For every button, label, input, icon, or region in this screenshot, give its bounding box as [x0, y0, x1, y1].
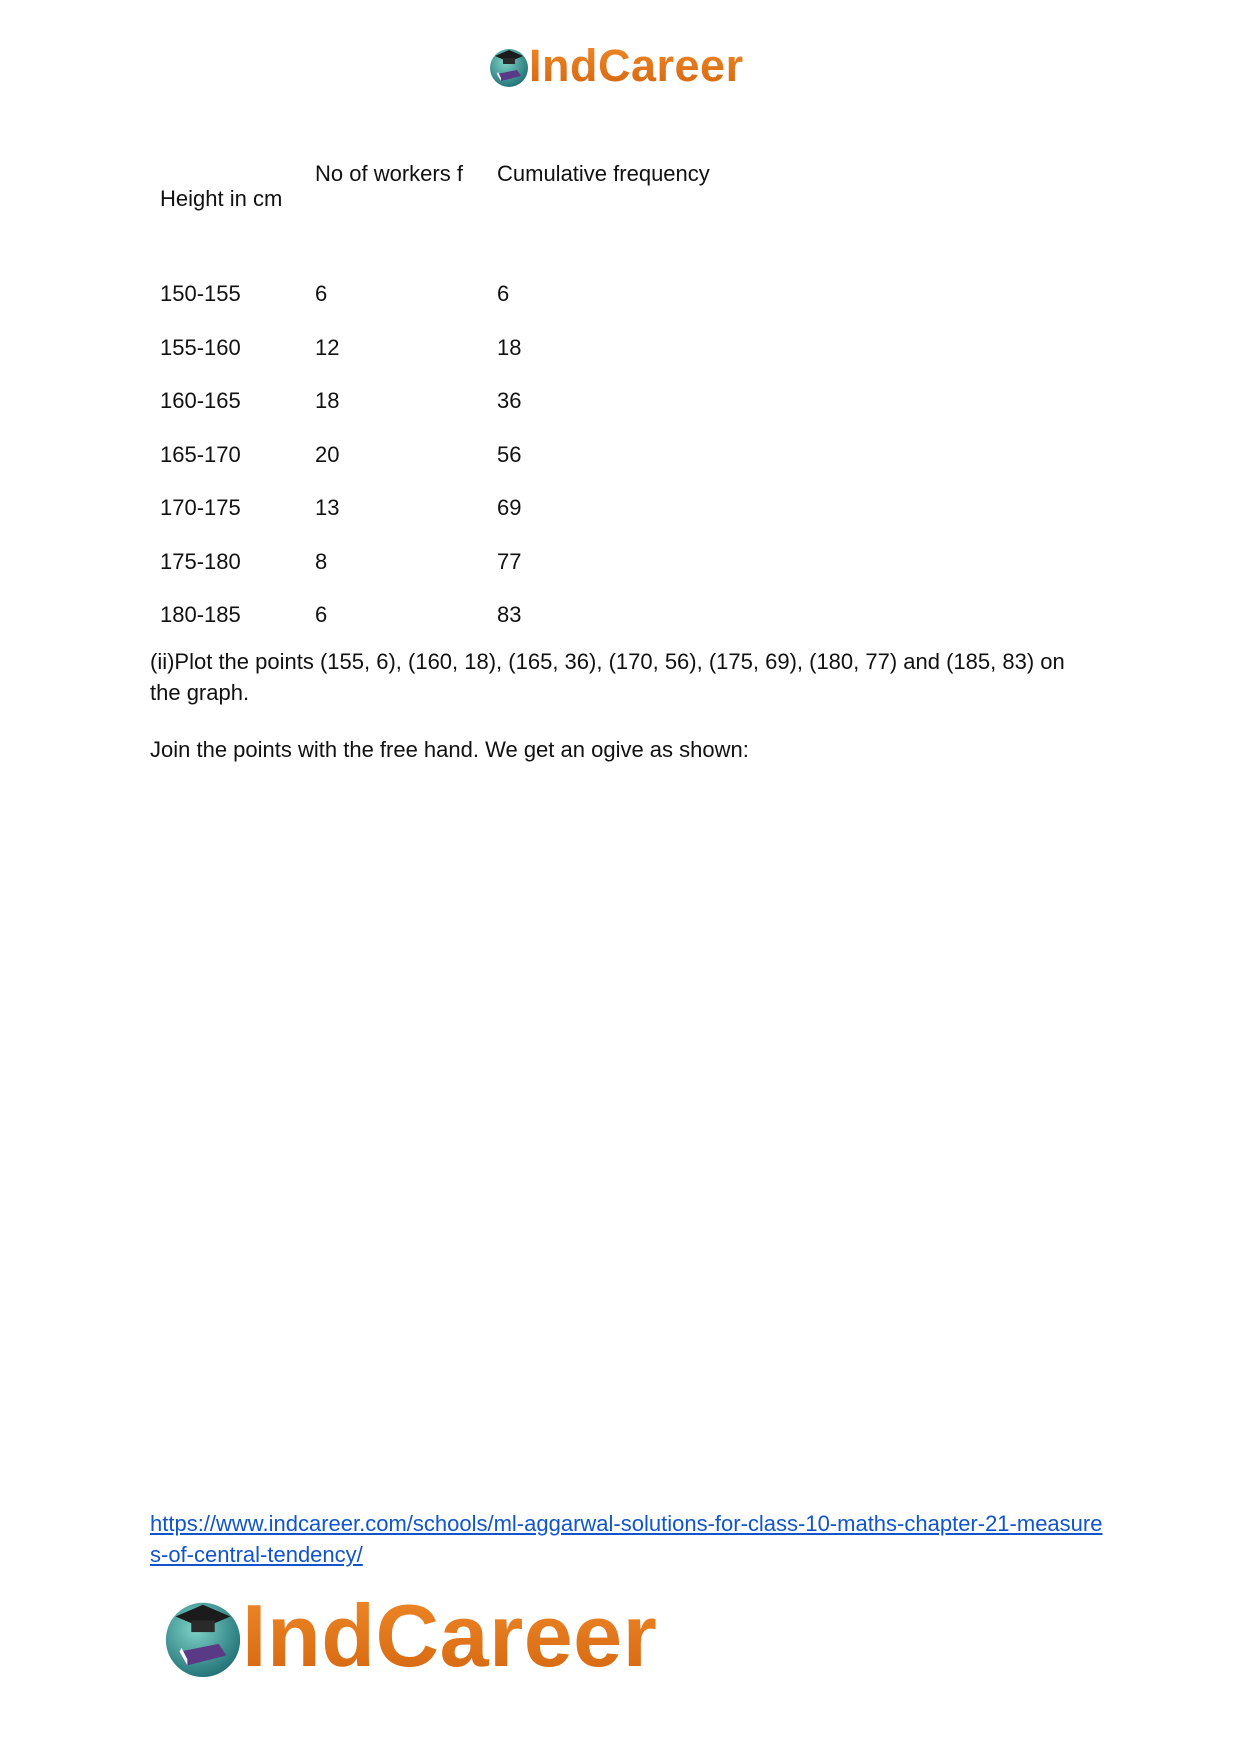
table-cell: 6 [315, 281, 328, 306]
footer-logo [160, 1585, 657, 1687]
table-row [160, 495, 797, 549]
table-cell: 20 [315, 441, 340, 467]
table-cell: 180-185 [160, 602, 241, 627]
table-header-cell: Height in cm [160, 186, 283, 211]
header-logo [487, 40, 744, 92]
table-cell: 175-180 [160, 548, 241, 574]
table-cell: 13 [315, 495, 340, 520]
logo-wordmark: IndCareer [242, 1586, 658, 1685]
table-cell: 150-155 [160, 281, 241, 306]
graduation-book-icon [160, 1593, 246, 1679]
table-cell: 12 [315, 334, 340, 360]
table-cell: 6 [497, 281, 510, 306]
graduation-book-icon [487, 44, 531, 88]
table-cell: 6 [315, 602, 328, 627]
table-cell: 155-160 [160, 334, 241, 360]
table-cell: 160-165 [160, 388, 241, 413]
table-header-row [160, 150, 797, 281]
table-header-cell: No of workers f [315, 161, 463, 186]
table-cell: 165-170 [160, 441, 241, 467]
table-row [160, 335, 797, 389]
table-row [160, 388, 797, 442]
table-cell: 18 [497, 334, 522, 360]
table-row [160, 442, 797, 496]
table-cell: 36 [497, 388, 522, 413]
table-cell: 56 [497, 441, 522, 467]
table-cell: 18 [315, 388, 340, 413]
plot-instruction: (ii)Plot the points (155, 6), (160, 18), (165, 36), (170, 56), (175, 69), (180, 77) and (185, 83) on the graph. [150, 649, 1065, 705]
source-link[interactable]: https://www.indcareer.com/schools/ml-aggarwal-solutions-for-class-10-maths-chapter-21-measures-of-central-tendency/ [150, 1511, 1103, 1567]
table-cell: 77 [497, 548, 522, 574]
table-row [160, 549, 797, 603]
join-instruction: Join the points with the free hand. We get an ogive as shown: [150, 737, 749, 762]
logo-wordmark: IndCareer [529, 40, 744, 91]
table-cell: 170-175 [160, 495, 241, 520]
frequency-table [160, 150, 797, 656]
table-header-cell: Cumulative frequency [497, 161, 710, 186]
table-cell: 8 [315, 548, 328, 574]
table-cell: 83 [497, 602, 522, 627]
table-cell: 69 [497, 495, 522, 520]
table-row [160, 281, 797, 335]
